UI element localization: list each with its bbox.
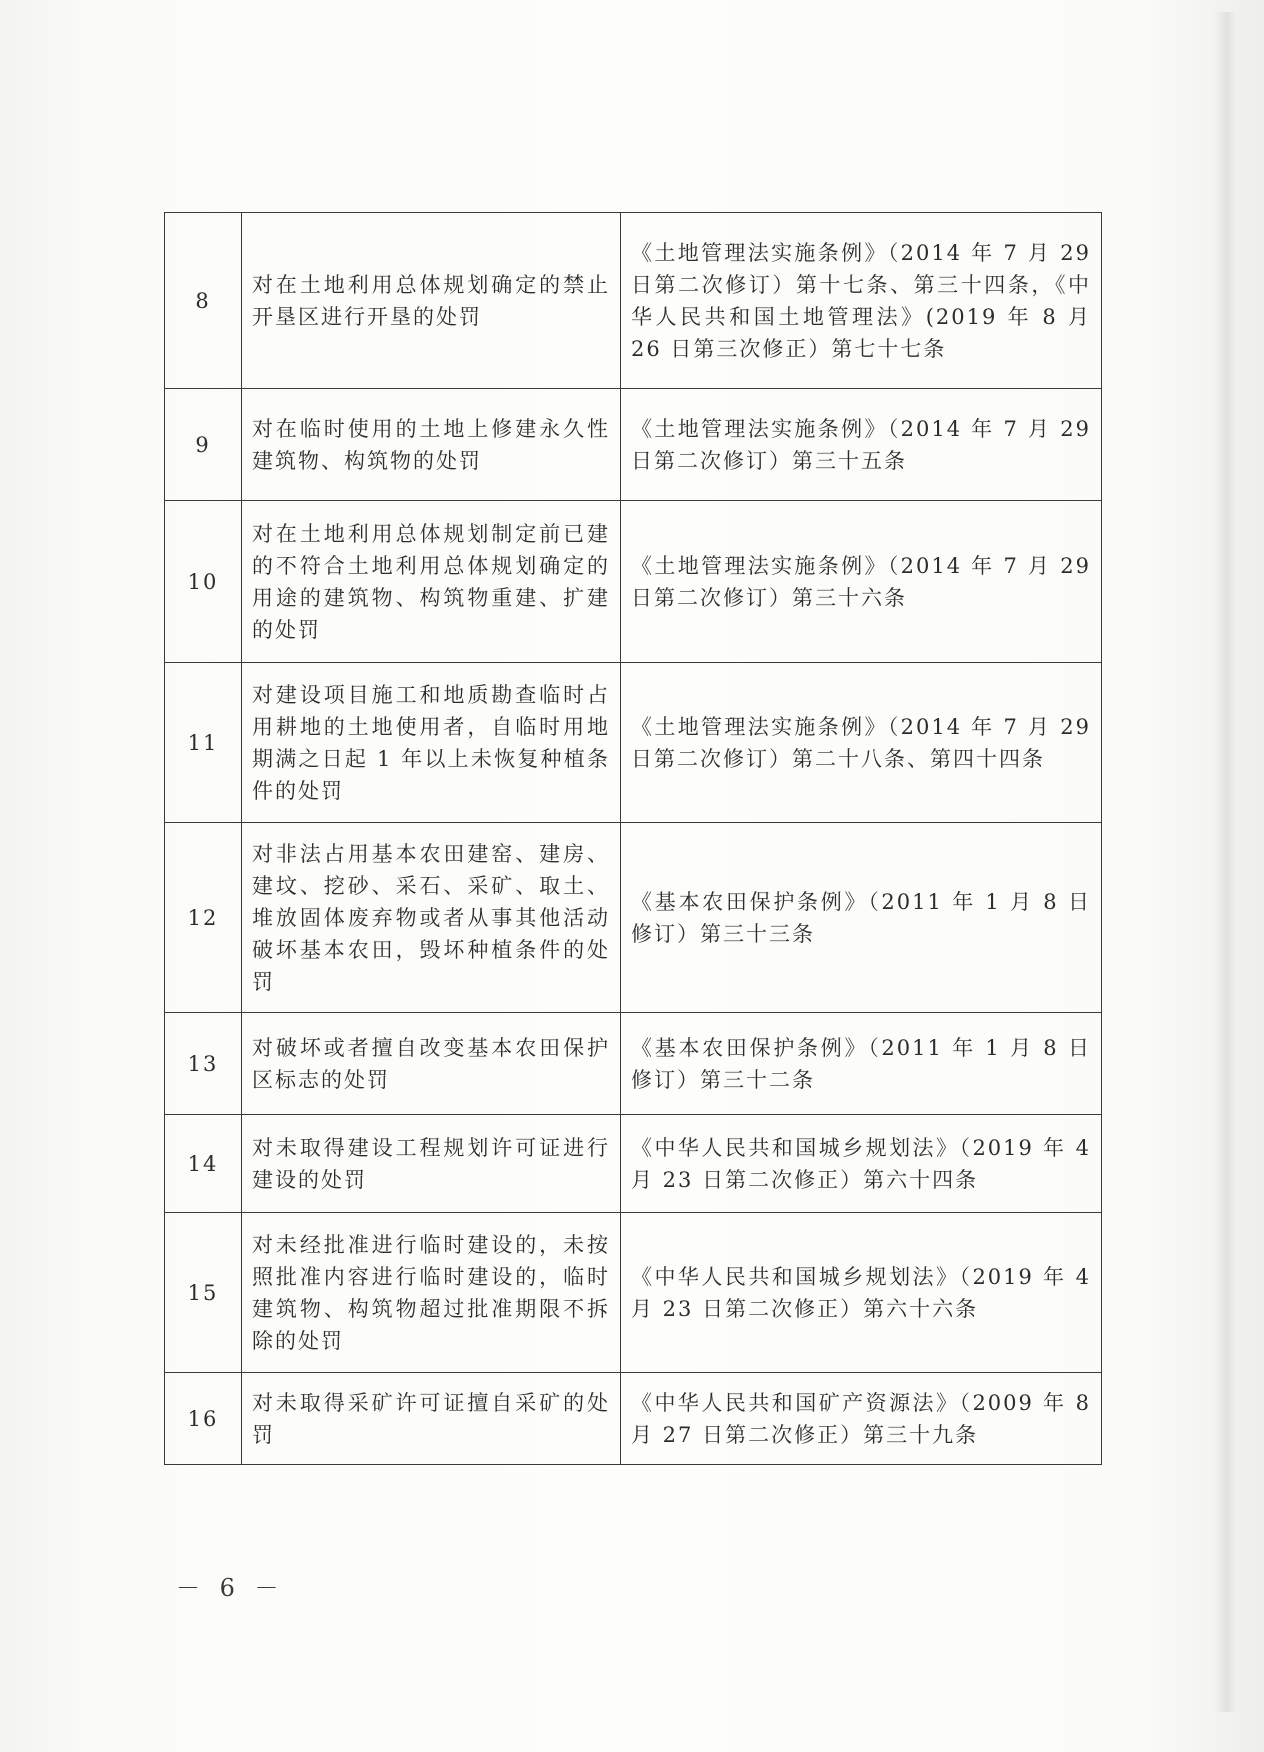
penalty-item: 对非法占用基本农田建窑、建房、建坟、挖砂、采石、采矿、取土、堆放固体废弃物或者从事其他活动破坏基本农田，毁坏种植条件的处罚 <box>242 823 621 1013</box>
row-number: 8 <box>165 213 242 389</box>
table-row <box>165 389 1102 501</box>
row-number: 9 <box>165 389 242 501</box>
penalty-item: 对破坏或者擅自改变基本农田保护区标志的处罚 <box>242 1013 621 1115</box>
legal-basis: 《中华人民共和国矿产资源法》（2009 年 8 月 27 日第二次修正）第三十九条 <box>621 1373 1102 1465</box>
penalty-items-table <box>164 212 1102 1465</box>
row-number: 14 <box>165 1115 242 1213</box>
table-row <box>165 213 1102 389</box>
paper-edge-shadow <box>1214 12 1236 1712</box>
row-number: 12 <box>165 823 242 1013</box>
legal-basis: 《基本农田保护条例》（2011 年 1 月 8 日修订）第三十二条 <box>621 1013 1102 1115</box>
penalty-item: 对未经批准进行临时建设的，未按照批准内容进行临时建设的，临时建筑物、构筑物超过批准期限不拆除的处罚 <box>242 1213 621 1373</box>
table-row <box>165 1213 1102 1373</box>
penalty-item: 对在土地利用总体规划确定的禁止开垦区进行开垦的处罚 <box>242 213 621 389</box>
legal-basis: 《土地管理法实施条例》（2014 年 7 月 29 日第二次修订）第二十八条、第四十四条 <box>621 663 1102 823</box>
legal-basis: 《土地管理法实施条例》（2014 年 7 月 29 日第二次修订）第三十六条 <box>621 501 1102 663</box>
legal-basis: 《中华人民共和国城乡规划法》（2019 年 4 月 23 日第二次修正）第六十四条 <box>621 1115 1102 1213</box>
table-row <box>165 1013 1102 1115</box>
legal-basis: 《土地管理法实施条例》（2014 年 7 月 29 日第二次修订）第十七条、第三十四条，《中华人民共和国土地管理法》(2019 年 8 月 26 日第三次修正）第七十七条 <box>621 213 1102 389</box>
legal-basis: 《土地管理法实施条例》（2014 年 7 月 29 日第二次修订）第三十五条 <box>621 389 1102 501</box>
penalty-item: 对未取得采矿许可证擅自采矿的处罚 <box>242 1373 621 1465</box>
table-row <box>165 1115 1102 1213</box>
row-number: 11 <box>165 663 242 823</box>
page-number: － 6 － <box>176 1574 285 1602</box>
row-number: 15 <box>165 1213 242 1373</box>
penalty-item: 对未取得建设工程规划许可证进行建设的处罚 <box>242 1115 621 1213</box>
table-row <box>165 663 1102 823</box>
row-number: 16 <box>165 1373 242 1465</box>
row-number: 13 <box>165 1013 242 1115</box>
penalty-item: 对在土地利用总体规划制定前已建的不符合土地利用总体规划确定的用途的建筑物、构筑物重建、扩建的处罚 <box>242 501 621 663</box>
row-number: 10 <box>165 501 242 663</box>
legal-basis: 《中华人民共和国城乡规划法》（2019 年 4 月 23 日第二次修正）第六十六条 <box>621 1213 1102 1373</box>
table-row <box>165 1373 1102 1465</box>
table-row <box>165 823 1102 1013</box>
penalty-item: 对在临时使用的土地上修建永久性建筑物、构筑物的处罚 <box>242 389 621 501</box>
legal-basis: 《基本农田保护条例》（2011 年 1 月 8 日修订）第三十三条 <box>621 823 1102 1013</box>
penalty-item: 对建设项目施工和地质勘查临时占用耕地的土地使用者，自临时用地期满之日起 1 年以上未恢复种植条件的处罚 <box>242 663 621 823</box>
table-row <box>165 501 1102 663</box>
